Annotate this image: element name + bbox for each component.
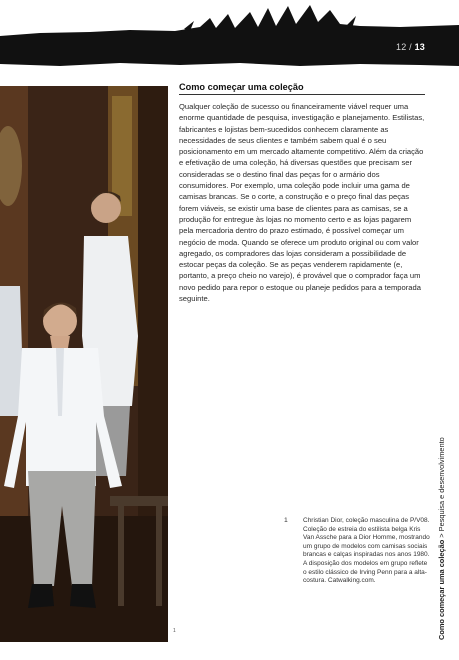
running-head-section: Pesquisa e desenvolvimento <box>437 437 446 532</box>
section-title: Como começar uma coleção <box>179 82 425 95</box>
caption-number: 1 <box>284 517 288 524</box>
photo-caption: Christian Dior, coleção masculina de P/V08. Coleção de estreia do estilista belga Kris Van Assche para a Dior Homme, mostrando um grupo de modelos com camisas sociais brancas e calças inspiradas nos anos 1980. A disposição dos modelos em grupo reflete o estilo clássico de Irving Penn para a alta-costura. Catwalking.com. <box>303 517 430 585</box>
running-head-separator: > <box>437 531 446 540</box>
page-number-separator: / <box>409 42 412 52</box>
page-number-next: 13 <box>414 42 425 52</box>
runway-photo-image <box>0 86 168 642</box>
page-number <box>396 42 425 52</box>
header-band <box>0 0 459 68</box>
runway-photo <box>0 86 168 642</box>
running-head <box>437 437 446 640</box>
page-number-current: 12 <box>396 42 407 52</box>
photo-marker: 1 <box>173 628 176 634</box>
body-paragraph: Qualquer coleção de sucesso ou financeiramente viável requer uma enorme quantidade de pesquisa, investigação e planejamento. Estilistas, fabricantes e lojistas bem-sucedidos conhecem claramente as necessidades de seus clientes e também sabem qual é o seu posicionamento em um mercado altamente competitivo. Além da criação e efetivação de uma coleção, há diversas questões que precisam ser consideradas se o destino final das peças for o armário dos consumidores. Por exemplo, uma coleção pode incluir uma gama de camisas brancas. Se o corte, a construção e o preço final das peças forem viáveis, se existir uma base de clientes para as camisas, se a produção for entregue às lojas no momento certo e as lojas pagarem pela mercadoria dentro do prazo estimado, é possível começar um negócio de moda. Quando se oferece um produto original ou com valor agregado, os compradores das lojas consideram a possibilidade de estocar peças da coleção. Se as peças venderem rapidamente (e, portanto, a preço cheio no varejo), é provável que o comprador faça um novo pedido para repor o estoque ou planeje pedidos para a temporada seguinte. <box>179 102 425 304</box>
running-head-chapter: Como começar uma coleção <box>437 539 446 640</box>
brush-stroke-band <box>0 0 459 68</box>
